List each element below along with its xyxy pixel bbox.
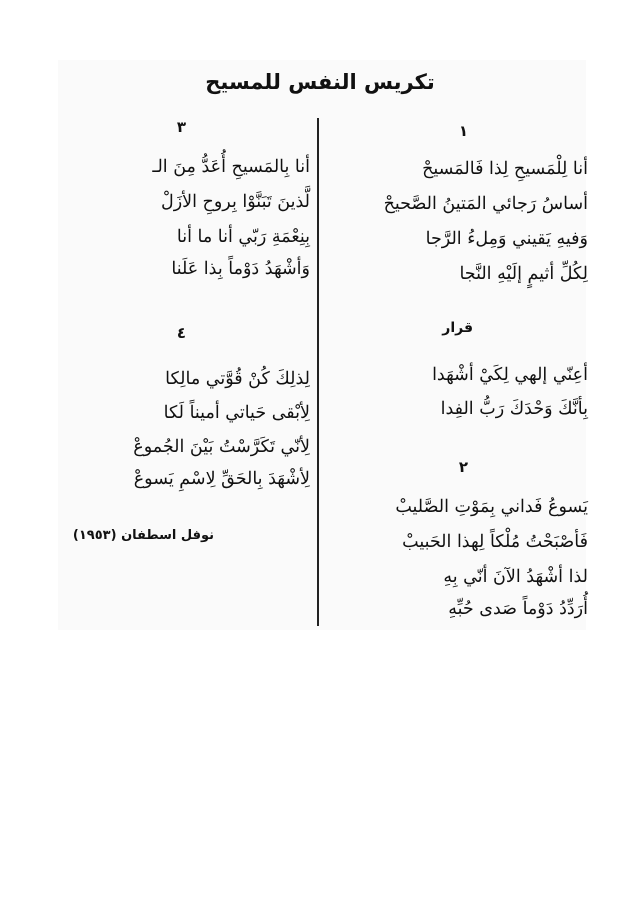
right-column	[330, 0, 588, 905]
stanza-number-4: ٤	[176, 324, 186, 342]
stanza1-line-4: لِكُلِّ أثيمٍ إلَيْهِ النَّجا	[459, 264, 588, 284]
stanza1-line-2: أساسُ رَجائي المَتينُ الصَّحيحْ	[383, 194, 588, 214]
stanza1-line-3: وَفيهِ يَقيني وَمِلءُ الرَّجا	[425, 229, 588, 249]
stanza4-line-1: لِذلِكَ كُنْ قُوَّتي مالِكا	[165, 369, 310, 389]
left-column	[62, 0, 310, 905]
stanza3-line-3: بِنِعْمَةِ رَبّي أنا ما أنا	[176, 227, 310, 247]
column-divider	[317, 118, 319, 626]
stanza-number-2: ٢	[458, 458, 468, 476]
hymn-title: تكريس النفس للمسيح	[205, 70, 435, 94]
stanza3-line-4: وَأشْهَدُ دَوْماً بِذا عَلَنا	[171, 259, 310, 279]
stanza2-line-4: أُرَدِّدُ دَوْماً صَدى حُبِّهِ	[448, 599, 588, 619]
stanza-number-1: ١	[458, 122, 468, 140]
stanza4-line-3: لِأنّي تَكَرَّسْتُ بَيْنَ الجُموعْ	[133, 437, 310, 457]
author-signature: نوفل اسطفان (١٩٥٣)	[72, 528, 214, 543]
stanza4-line-2: لِأبْقى حَياتي أميناً لَكا	[163, 403, 310, 423]
stanza4-line-4: لِأشْهَدَ بِالحَقِّ لِاسْمِ يَسوعْ	[133, 469, 310, 489]
chorus-line-2: بِأنَّكَ وَحْدَكَ رَبُّ الفِدا	[440, 399, 588, 419]
stanza1-line-1: أنا لِلْمَسيحِ لِذا فَالمَسيحْ	[422, 159, 588, 179]
stanza-number-3: ٣	[176, 118, 186, 136]
chorus-line-1: أعِنّي إلهي لِكَيْ أشْهَدا	[432, 365, 588, 385]
stanza3-line-1: أنا بِالمَسيحِ أُعَدُّ مِنَ الـ	[152, 157, 310, 177]
stanza3-line-2: لَّذينَ تَبَنَّوْا بِروحِ الأزَلْ	[160, 192, 310, 212]
stanza2-line-3: لذا أشْهَدُ الآنَ أنّي بِهِ	[443, 567, 588, 587]
stanza2-line-1: يَسوعُ فَداني بِمَوْتِ الصَّليبْ	[395, 497, 588, 517]
stanza2-line-2: فَأصْبَحْتُ مُلْكاً لِهذا الحَبيبْ	[402, 532, 588, 552]
chorus-label: قرار	[442, 320, 473, 336]
